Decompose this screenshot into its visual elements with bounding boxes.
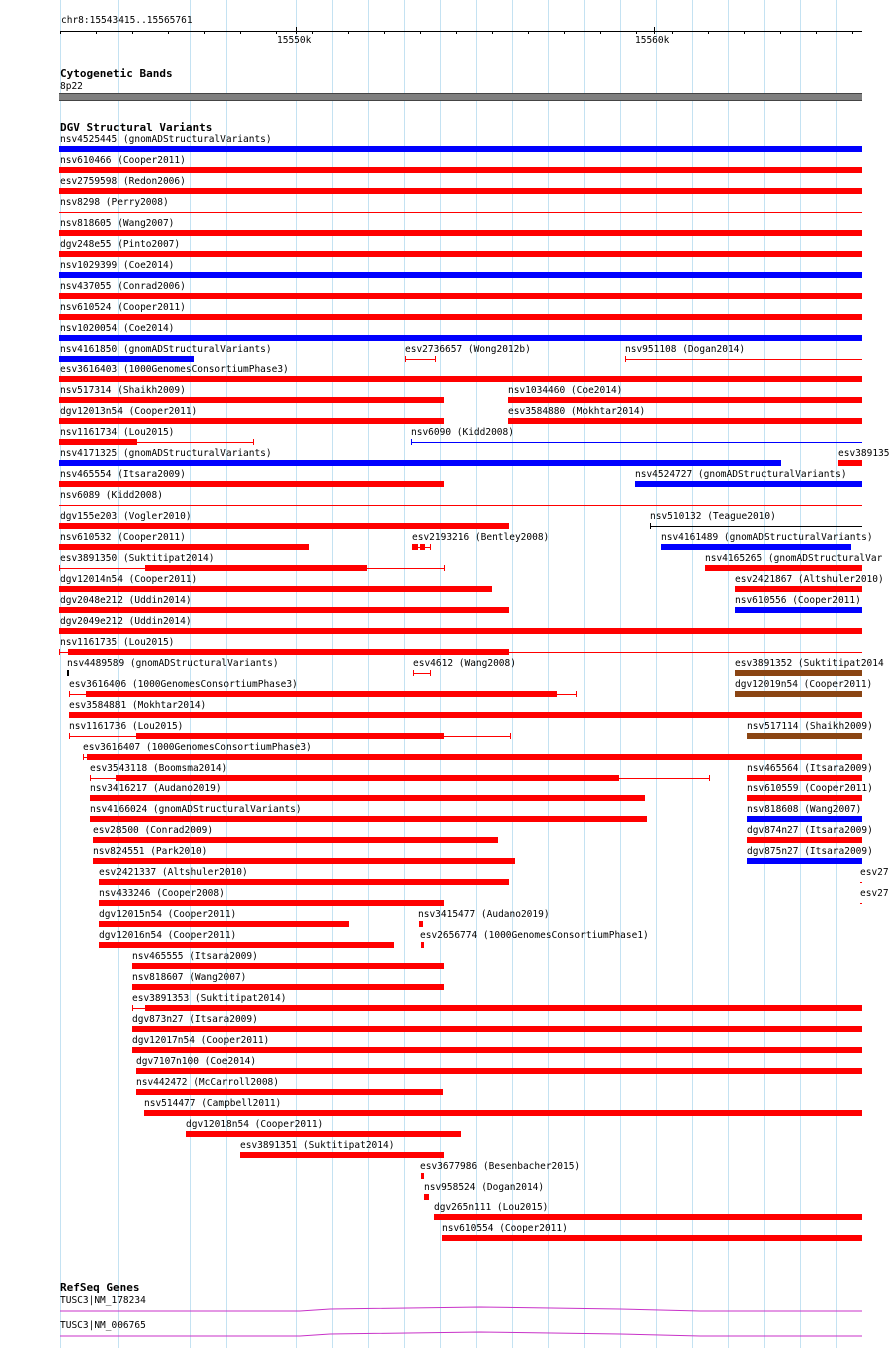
variant-label: nsv1161736 (Lou2015) <box>69 721 184 732</box>
variant-label: dgv874n27 (Itsara2009) <box>747 825 873 836</box>
variant-label: nsv510132 (Teague2010) <box>650 511 776 522</box>
variant-label: dgv12014n54 (Cooper2011) <box>60 574 198 585</box>
variant-label: nsv4161489 (gnomADStructuralVariants) <box>661 532 873 543</box>
variant-label: dgv2049e212 (Uddin2014) <box>60 616 192 627</box>
ruler-minor-tick <box>816 31 817 34</box>
variant-label: esv3891350 (Suktitipat2014) <box>60 553 215 564</box>
grid-line <box>728 0 729 1348</box>
variant-bar[interactable] <box>145 565 367 571</box>
variant-bar[interactable] <box>132 984 444 990</box>
variant-span-line[interactable] <box>59 212 862 213</box>
variant-label: esv3543118 (Boomsma2014) <box>90 763 228 774</box>
variant-span-line[interactable] <box>69 736 136 737</box>
variant-bar[interactable] <box>136 1089 443 1095</box>
variant-label: esv3616403 (1000GenomesConsortiumPhase3) <box>60 364 289 375</box>
variant-bar[interactable] <box>86 691 557 697</box>
grid-line <box>692 0 693 1348</box>
variant-bar[interactable] <box>838 460 862 466</box>
variant-bar[interactable] <box>69 712 862 718</box>
cytoband-label: 8p22 <box>60 81 83 92</box>
variant-bar[interactable] <box>59 314 862 320</box>
variant-bar[interactable] <box>132 1047 862 1053</box>
grid-line <box>440 0 441 1348</box>
variant-label: nsv433246 (Cooper2008) <box>99 888 225 899</box>
variant-label: dgv7107n100 (Coe2014) <box>136 1056 257 1067</box>
variant-end-cap <box>430 544 431 550</box>
grid-line <box>404 0 405 1348</box>
variant-span-line[interactable] <box>650 526 862 527</box>
variant-bar[interactable] <box>420 544 425 550</box>
ruler-minor-tick <box>312 31 313 34</box>
variant-bar[interactable] <box>99 900 444 906</box>
variant-bar[interactable] <box>735 670 862 676</box>
variant-label: nsv514477 (Campbell2011) <box>144 1098 282 1109</box>
variant-span-line[interactable] <box>860 903 862 904</box>
variant-label: dgv2048e212 (Uddin2014) <box>60 595 192 606</box>
variant-bar[interactable] <box>59 544 309 550</box>
variant-span-line[interactable] <box>90 778 116 779</box>
variant-bar[interactable] <box>99 921 349 927</box>
variant-bar[interactable] <box>747 858 862 864</box>
variant-bar[interactable] <box>87 754 862 760</box>
variant-bar[interactable] <box>59 376 862 382</box>
ruler-major-tick <box>296 27 297 34</box>
variant-bar[interactable] <box>661 544 851 550</box>
variant-label: nsv3416217 (Audano2019) <box>90 783 222 794</box>
gene-label-2: TUSC3|NM_006765 <box>60 1320 146 1331</box>
variant-label: nsv4524727 (gnomADStructuralVariants) <box>635 469 847 480</box>
variant-bar[interactable] <box>421 942 424 948</box>
ruler-minor-tick <box>276 31 277 34</box>
variant-bar[interactable] <box>442 1235 862 1241</box>
variant-label: dgv12013n54 (Cooper2011) <box>60 406 198 417</box>
variant-bar[interactable] <box>735 607 862 613</box>
variant-bar[interactable] <box>59 460 781 466</box>
variant-span-line[interactable] <box>557 694 576 695</box>
ruler-minor-tick <box>348 31 349 34</box>
locus-label: chr8:15543415..15565761 <box>61 15 193 26</box>
variant-label: nsv1029399 (Coe2014) <box>60 260 175 271</box>
variant-end-cap <box>59 649 60 655</box>
grid-line <box>226 0 227 1348</box>
ruler-minor-tick <box>384 31 385 34</box>
ruler-minor-tick <box>708 31 709 34</box>
variant-label: nsv4166024 (gnomADStructuralVariants) <box>90 804 302 815</box>
variant-span-line[interactable] <box>444 736 510 737</box>
variant-end-cap <box>412 544 413 550</box>
variant-bar[interactable] <box>747 795 862 801</box>
variant-end-cap <box>576 691 577 697</box>
variant-span-line[interactable] <box>405 359 435 360</box>
grid-line <box>584 0 585 1348</box>
variant-label: nsv1034460 (Coe2014) <box>508 385 623 396</box>
variant-span-line[interactable] <box>59 652 68 653</box>
variant-bar[interactable] <box>99 879 509 885</box>
ruler-minor-tick <box>780 31 781 34</box>
variant-span-line[interactable] <box>509 652 862 653</box>
variant-bar[interactable] <box>59 397 444 403</box>
ruler-minor-tick <box>240 31 241 34</box>
variant-label: esv4612 (Wang2008) <box>413 658 516 669</box>
variant-bar[interactable] <box>93 837 498 843</box>
variant-label: esv2736657 (Wong2012b) <box>405 344 531 355</box>
variant-span-line[interactable] <box>137 442 253 443</box>
variant-label: dgv12017n54 (Cooper2011) <box>132 1035 270 1046</box>
variant-bar[interactable] <box>59 272 862 278</box>
ruler-minor-tick <box>204 31 205 34</box>
variant-label: nsv818608 (Wang2007) <box>747 804 862 815</box>
variant-span-line[interactable] <box>413 673 430 674</box>
variant-span-line[interactable] <box>59 505 862 506</box>
variant-label: esv3891353 (Suktitipat2014) <box>132 993 287 1004</box>
variant-bar[interactable] <box>59 293 862 299</box>
variant-label: nsv824551 (Park2010) <box>93 846 208 857</box>
variant-label: nsv4171325 (gnomADStructuralVariants) <box>60 448 272 459</box>
grid-line <box>548 0 549 1348</box>
variant-label: nsv610524 (Cooper2011) <box>60 302 186 313</box>
variant-label: nsv958524 (Dogan2014) <box>424 1182 545 1193</box>
variant-label: esv27 <box>860 888 889 899</box>
variant-end-cap <box>430 670 431 676</box>
variant-end-cap <box>90 775 91 781</box>
variant-label: nsv610532 (Cooper2011) <box>60 532 186 543</box>
variant-bar[interactable] <box>132 963 444 969</box>
variant-span-line[interactable] <box>625 359 862 360</box>
gene-model-1 <box>60 1307 862 1311</box>
variant-label: esv3616406 (1000GenomesConsortiumPhase3) <box>69 679 298 690</box>
variant-label: nsv610556 (Cooper2011) <box>735 595 861 606</box>
variant-bar[interactable] <box>59 439 137 445</box>
ruler-minor-tick <box>528 31 529 34</box>
variant-end-cap <box>69 733 70 739</box>
refseq-track-title: RefSeq Genes <box>60 1281 140 1294</box>
variant-bar[interactable] <box>421 1173 424 1179</box>
variant-bar[interactable] <box>93 858 515 864</box>
variant-label: nsv610559 (Cooper2011) <box>747 783 873 794</box>
variant-bar[interactable] <box>419 921 423 927</box>
variant-label: dgv12019n54 (Cooper2011) <box>735 679 873 690</box>
grid-line <box>476 0 477 1348</box>
variant-bar[interactable] <box>59 251 862 257</box>
variant-label: nsv951108 (Dogan2014) <box>625 344 746 355</box>
variant-bar[interactable] <box>59 356 194 362</box>
ruler-minor-tick <box>744 31 745 34</box>
variant-bar[interactable] <box>59 230 862 236</box>
ruler-minor-tick <box>456 31 457 34</box>
variant-label: nsv517314 (Shaikh2009) <box>60 385 186 396</box>
variant-label: dgv12016n54 (Cooper2011) <box>99 930 237 941</box>
gene-model-2 <box>60 1332 862 1336</box>
ruler-major-tick <box>654 27 655 34</box>
variant-bar[interactable] <box>59 607 509 613</box>
variant-label: nsv465564 (Itsara2009) <box>747 763 873 774</box>
variant-bar[interactable] <box>747 816 862 822</box>
variant-bar[interactable] <box>186 1131 461 1137</box>
variant-bar[interactable] <box>59 418 444 424</box>
variant-label: nsv6089 (Kidd2008) <box>60 490 163 501</box>
variant-label: nsv1161735 (Lou2015) <box>60 637 175 648</box>
ruler-minor-tick <box>600 31 601 34</box>
variant-end-cap <box>510 733 511 739</box>
variant-label: esv389135 <box>838 448 890 459</box>
ruler-minor-tick <box>564 31 565 34</box>
gene-label-1: TUSC3|NM_178234 <box>60 1295 146 1306</box>
dgv-track-title: DGV Structural Variants <box>60 121 213 134</box>
variant-end-cap <box>444 565 445 571</box>
variant-label: nsv1161734 (Lou2015) <box>60 427 175 438</box>
variant-label: esv3677986 (Besenbacher2015) <box>420 1161 581 1172</box>
variant-label: dgv248e55 (Pinto2007) <box>60 239 181 250</box>
variant-bar[interactable] <box>705 565 862 571</box>
variant-bar[interactable] <box>90 816 647 822</box>
variant-label: nsv4525445 (gnomADStructuralVariants) <box>60 134 272 145</box>
grid-line <box>190 0 191 1348</box>
variant-bar[interactable] <box>508 418 862 424</box>
variant-bar[interactable] <box>735 586 862 592</box>
variant-end-cap <box>83 754 84 760</box>
variant-label: nsv4165265 (gnomADStructuralVar <box>705 553 883 564</box>
variant-bar[interactable] <box>59 188 862 194</box>
variant-label: nsv4489589 (gnomADStructuralVariants) <box>67 658 279 669</box>
variant-span-line[interactable] <box>367 568 444 569</box>
variant-bar[interactable] <box>90 795 645 801</box>
variant-span-line[interactable] <box>69 694 86 695</box>
variant-label: nsv442472 (McCarroll2008) <box>136 1077 279 1088</box>
variant-label: dgv12018n54 (Cooper2011) <box>186 1119 324 1130</box>
variant-span-line[interactable] <box>411 442 862 443</box>
cytoband-track-title: Cytogenetic Bands <box>60 67 173 80</box>
variant-end-cap <box>709 775 710 781</box>
variant-label: nsv6090 (Kidd2008) <box>411 427 514 438</box>
grid-line <box>512 0 513 1348</box>
variant-label: esv3584880 (Mokhtar2014) <box>508 406 646 417</box>
ruler-minor-tick <box>420 31 421 34</box>
variant-span-line[interactable] <box>860 882 862 883</box>
variant-label: nsv437055 (Conrad2006) <box>60 281 186 292</box>
variant-label: nsv517114 (Shaikh2009) <box>747 721 873 732</box>
variant-end-cap <box>69 691 70 697</box>
variant-bar[interactable] <box>59 586 492 592</box>
variant-bar[interactable] <box>99 942 394 948</box>
variant-label: dgv873n27 (Itsara2009) <box>132 1014 258 1025</box>
ruler-minor-tick <box>168 31 169 34</box>
variant-label: esv3616407 (1000GenomesConsortiumPhase3) <box>83 742 312 753</box>
variant-span-line[interactable] <box>59 568 145 569</box>
ruler-minor-tick <box>636 31 637 34</box>
variant-label: esv2421867 (Altshuler2010) <box>735 574 884 585</box>
variant-end-cap <box>413 670 414 676</box>
variant-span-line[interactable] <box>132 1008 145 1009</box>
variant-bar[interactable] <box>116 775 619 781</box>
variant-bar[interactable] <box>747 733 862 739</box>
variant-label: esv27 <box>860 867 889 878</box>
variant-bar[interactable] <box>59 335 862 341</box>
variant-end-cap <box>132 1005 133 1011</box>
variant-bar[interactable] <box>424 1194 429 1200</box>
variant-label: dgv265n111 (Lou2015) <box>434 1202 549 1213</box>
variant-bar[interactable] <box>59 146 862 152</box>
variant-label: esv2193216 (Bentley2008) <box>412 532 550 543</box>
cytoband-8p22[interactable] <box>59 93 862 101</box>
variant-bar[interactable] <box>635 481 862 487</box>
variant-label: dgv12015n54 (Cooper2011) <box>99 909 237 920</box>
variant-label: esv28500 (Conrad2009) <box>93 825 214 836</box>
ruler-minor-tick <box>96 31 97 34</box>
ruler-minor-tick <box>132 31 133 34</box>
variant-label: nsv8298 (Perry2008) <box>60 197 169 208</box>
variant-end-cap <box>405 356 406 362</box>
variant-bar[interactable] <box>68 649 509 655</box>
variant-bar[interactable] <box>136 1068 862 1074</box>
variant-label: nsv610466 (Cooper2011) <box>60 155 186 166</box>
variant-label: dgv155e203 (Vogler2010) <box>60 511 192 522</box>
variant-bar[interactable] <box>145 1005 862 1011</box>
ruler-tick-label-2: 15560k <box>635 35 670 46</box>
variant-label: esv3891351 (Suktitipat2014) <box>240 1140 395 1151</box>
variant-end-cap <box>253 439 254 445</box>
variant-bar[interactable] <box>59 628 862 634</box>
ruler-minor-tick <box>60 31 61 34</box>
variant-label: esv2421337 (Altshuler2010) <box>99 867 248 878</box>
variant-label: nsv465554 (Itsara2009) <box>60 469 186 480</box>
variant-bar[interactable] <box>59 167 862 173</box>
variant-bar[interactable] <box>735 691 862 697</box>
variant-label: nsv4161850 (gnomADStructuralVariants) <box>60 344 272 355</box>
variant-span-line[interactable] <box>619 778 709 779</box>
variant-end-cap <box>59 565 60 571</box>
variant-label: nsv610554 (Cooper2011) <box>442 1223 568 1234</box>
ruler-minor-tick <box>492 31 493 34</box>
variant-end-cap <box>435 356 436 362</box>
variant-end-cap <box>59 439 60 445</box>
variant-bar[interactable] <box>132 1026 862 1032</box>
variant-bar[interactable] <box>59 523 509 529</box>
variant-end-cap <box>411 439 412 445</box>
variant-label: nsv818605 (Wang2007) <box>60 218 175 229</box>
variant-end-cap <box>625 356 626 362</box>
variant-end-cap <box>650 523 651 529</box>
variant-bar[interactable] <box>747 775 862 781</box>
variant-label: dgv875n27 (Itsara2009) <box>747 846 873 857</box>
variant-bar[interactable] <box>508 397 862 403</box>
ruler-axis <box>60 31 862 32</box>
variant-bar[interactable] <box>136 733 444 739</box>
variant-bar[interactable] <box>434 1214 862 1220</box>
variant-bar[interactable] <box>144 1110 862 1116</box>
variant-bar[interactable] <box>747 837 862 843</box>
variant-label: nsv1020054 (Coe2014) <box>60 323 175 334</box>
variant-label: esv3584881 (Mokhtar2014) <box>69 700 207 711</box>
ruler-minor-tick <box>852 31 853 34</box>
grid-line <box>656 0 657 1348</box>
variant-label: esv2759598 (Redon2006) <box>60 176 186 187</box>
ruler-tick-label-1: 15550k <box>277 35 312 46</box>
variant-label: esv3891352 (Suktitipat2014 <box>735 658 884 669</box>
variant-bar[interactable] <box>67 670 69 676</box>
ruler-minor-tick <box>672 31 673 34</box>
variant-label: nsv818607 (Wang2007) <box>132 972 247 983</box>
variant-bar[interactable] <box>240 1152 444 1158</box>
variant-label: nsv465555 (Itsara2009) <box>132 951 258 962</box>
grid-line <box>620 0 621 1348</box>
variant-label: nsv3415477 (Audano2019) <box>418 909 550 920</box>
variant-bar[interactable] <box>59 481 444 487</box>
variant-label: esv2656774 (1000GenomesConsortiumPhase1) <box>420 930 649 941</box>
